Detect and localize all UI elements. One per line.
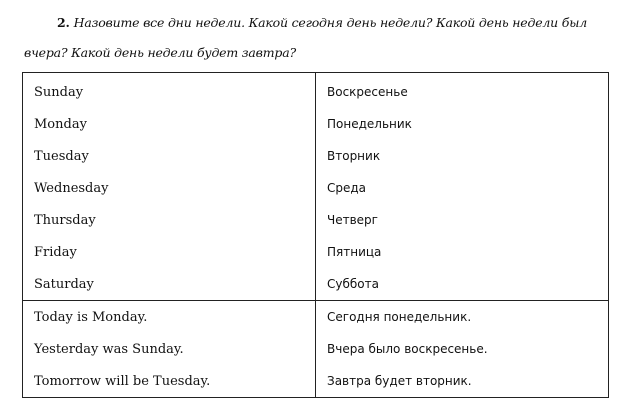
table-row [23, 73, 609, 109]
day-ru: Суббота [316, 268, 609, 301]
table-row [23, 140, 609, 172]
sentence-ru: Вчера было воскресенье. [316, 333, 609, 365]
day-en: Thursday [23, 204, 316, 236]
task-instruction [24, 8, 620, 68]
table-row [23, 301, 609, 334]
day-ru: Среда [316, 172, 609, 204]
day-ru: Воскресенье [316, 73, 609, 109]
day-ru: Четверг [316, 204, 609, 236]
sentence-ru: Сегодня понедельник. [316, 301, 609, 334]
day-en: Tuesday [23, 140, 316, 172]
day-ru: Понедельник [316, 108, 609, 140]
sentence-en: Yesterday was Sunday. [23, 333, 316, 365]
table-row [23, 268, 609, 301]
table-row [23, 365, 609, 398]
sentence-ru: Завтра будет вторник. [316, 365, 609, 398]
day-en: Wednesday [23, 172, 316, 204]
days-table [22, 72, 609, 398]
day-en: Sunday [23, 73, 316, 109]
day-ru: Пятница [316, 236, 609, 268]
day-en: Friday [23, 236, 316, 268]
day-en: Saturday [23, 268, 316, 301]
task-text: Назовите все дни недели. Какой сегодня день недели? Какой день недели был вчера? Какой день недели будет завтра? [24, 15, 587, 60]
day-en: Monday [23, 108, 316, 140]
table-row [23, 108, 609, 140]
table-row [23, 204, 609, 236]
sentence-en: Tomorrow will be Tuesday. [23, 365, 316, 398]
table-row [23, 236, 609, 268]
day-ru: Вторник [316, 140, 609, 172]
sentence-en: Today is Monday. [23, 301, 316, 334]
table-row [23, 333, 609, 365]
task-number: 2. [57, 15, 70, 30]
table-row [23, 172, 609, 204]
